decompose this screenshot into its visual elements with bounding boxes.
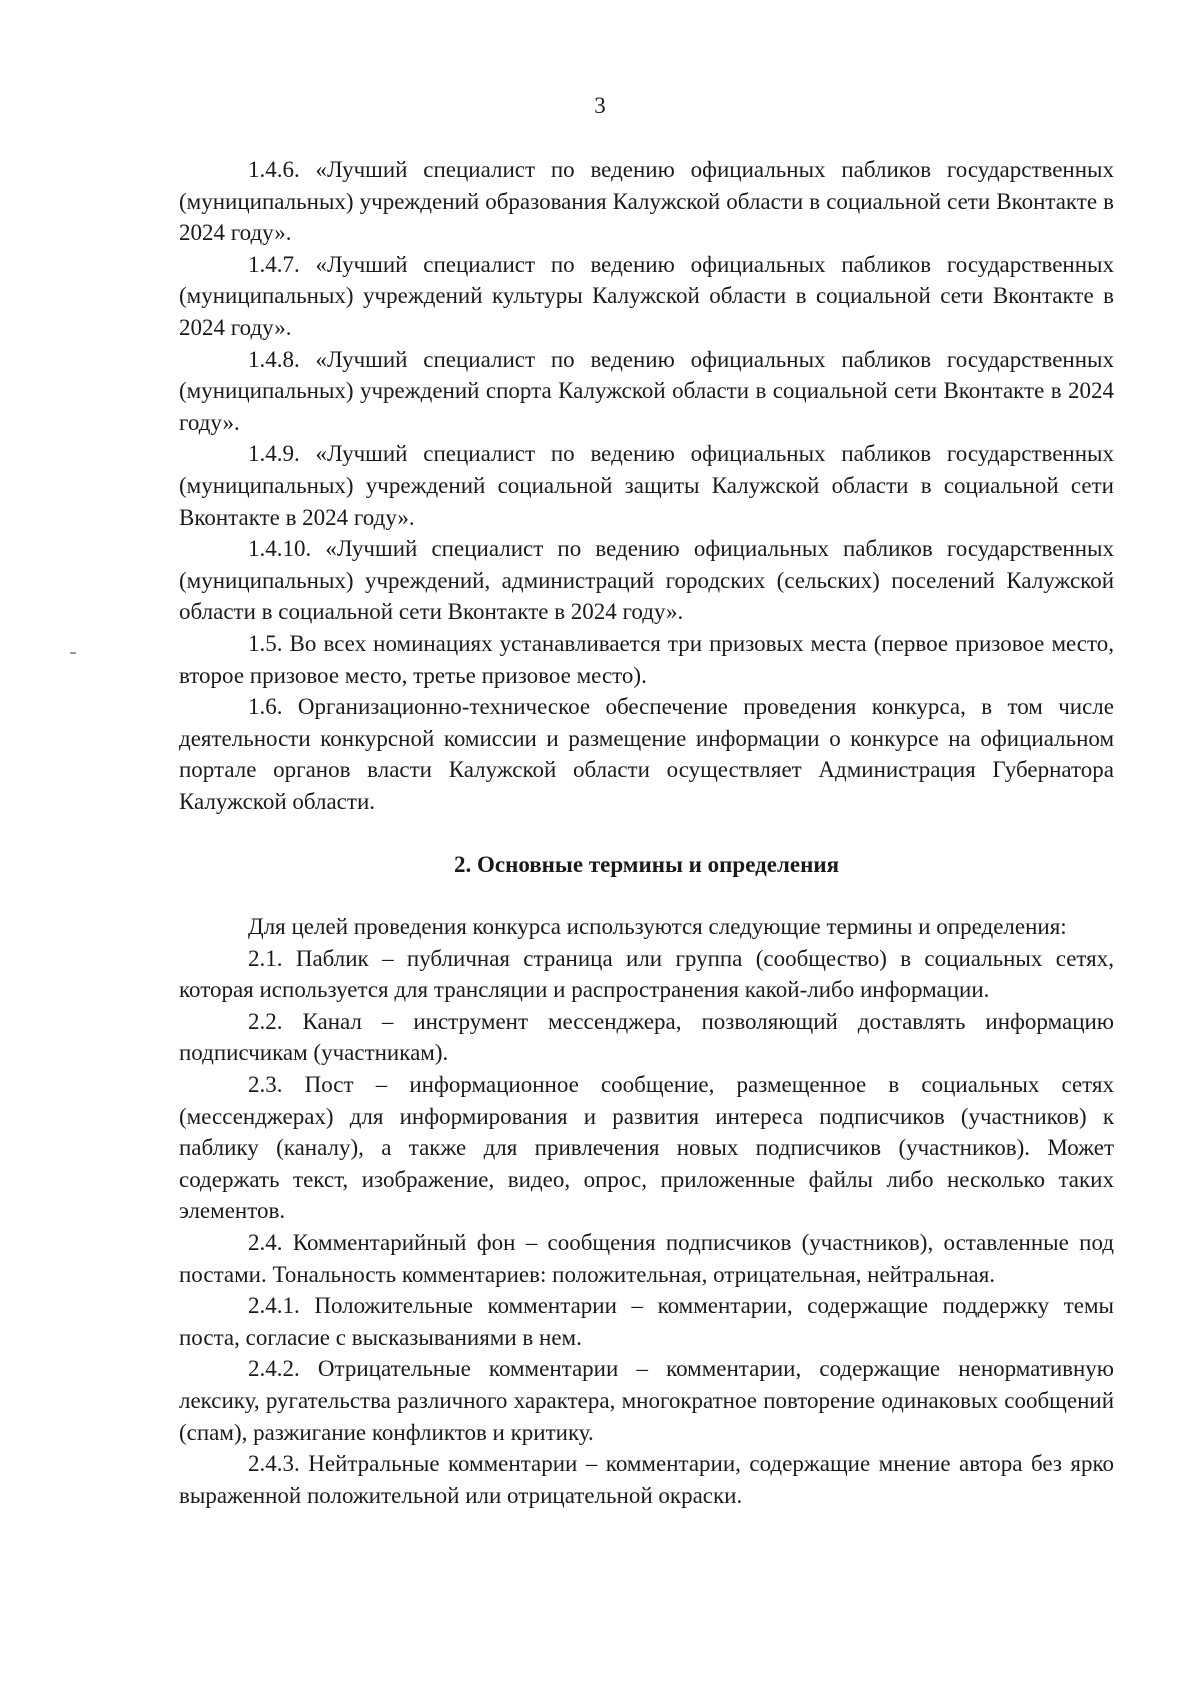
paragraph-2-intro: Для целей проведения конкурса используются следующие термины и определения: [248, 914, 1067, 940]
paragraph-2-4-2: 2.4.2. Отрицательные комментарии – комментарии, содержащие ненормативную лексику, ругательства различного характера, многократное повторение одинаковых сообщений (спам), разжигание конфликтов и критику. [179, 1356, 1114, 1445]
paragraph-2-4-1: 2.4.1. Положительные комментарии – комментарии, содержащие поддержку темы поста, согласие с высказываниями в нем. [179, 1293, 1114, 1350]
paragraph-2-4: 2.4. Комментарийный фон – сообщения подписчиков (участников), оставленные под постами. Тональность комментариев: положительная, отрицательная, нейтральная. [179, 1230, 1114, 1287]
paragraph-2-4-3: 2.4.3. Нейтральные комментарии – комментарии, содержащие мнение автора без ярко выраженной положительной или отрицательной окраски. [179, 1451, 1114, 1508]
paragraph-1-5: 1.5. Во всех номинациях устанавливается три призовых места (первое призовое место, второе призовое место, третье призовое место). [179, 630, 1114, 688]
paragraph-1-4-8: 1.4.8. «Лучший специалист по ведению официальных пабликов государственных (муниципальных) учреждений спорта Калужской области в социальной сети Вконтакте в 2024 году». [179, 346, 1114, 435]
section-heading: 2. Основные термины и определения [453, 852, 840, 878]
spacer [179, 817, 1114, 849]
page-number: 3 [594, 93, 606, 118]
paragraph-1-4-7: 1.4.7. «Лучший специалист по ведению официальных пабликов государственных (муниципальных) учреждений культуры Калужской области в социальной сети Вконтакте в 2024 году». [179, 251, 1114, 340]
paragraph-1-4-6: 1.4.6. «Лучший специалист по ведению официальных пабликов государственных (муниципальных) учреждений образования Калужской области в социальной сети Вконтакте в 2024 году». [179, 157, 1114, 246]
document-body [179, 154, 1114, 1511]
paragraph-1-4-10: 1.4.10. «Лучший специалист по ведению официальных пабликов государственных (муниципальных) учреждений, администраций городских (сельских) поселений Калужской области в социальной сети Вконтакте в 2024 году». [179, 536, 1114, 625]
paragraph-2-2: 2.2. Канал – инструмент мессенджера, позволяющий доставлять информацию подписчикам (участникам). [179, 1008, 1114, 1066]
paragraph-2-3: 2.3. Пост – информационное сообщение, размещенное в социальных сетях (мессенджерах) для информирования и развития интереса подписчиков (участников) к паблику (каналу), а также для привлечения новых подписчиков (участников). Может содержать текст, изображение, видео, опрос, приложенные файлы либо несколько таких элементов. [179, 1072, 1114, 1224]
paragraph-2-1: 2.1. Паблик – публичная страница или группа (сообщество) в социальных сетях, которая используется для трансляции и распространения какой-либо информации. [179, 945, 1114, 1003]
spacer [179, 881, 1114, 911]
scan-mark [70, 652, 76, 654]
paragraph-1-6: 1.6. Организационно-техническое обеспечение проведения конкурса, в том числе деятельности конкурсной комиссии и размещение информации о конкурсе на официальном портале органов власти Калужской области осуществляет Администрация Губернатора Калужской области. [179, 694, 1114, 814]
paragraph-1-4-9: 1.4.9. «Лучший специалист по ведению официальных пабликов государственных (муниципальных) учреждений социальной защиты Калужской области в социальной сети Вконтакте в 2024 году». [179, 441, 1114, 530]
